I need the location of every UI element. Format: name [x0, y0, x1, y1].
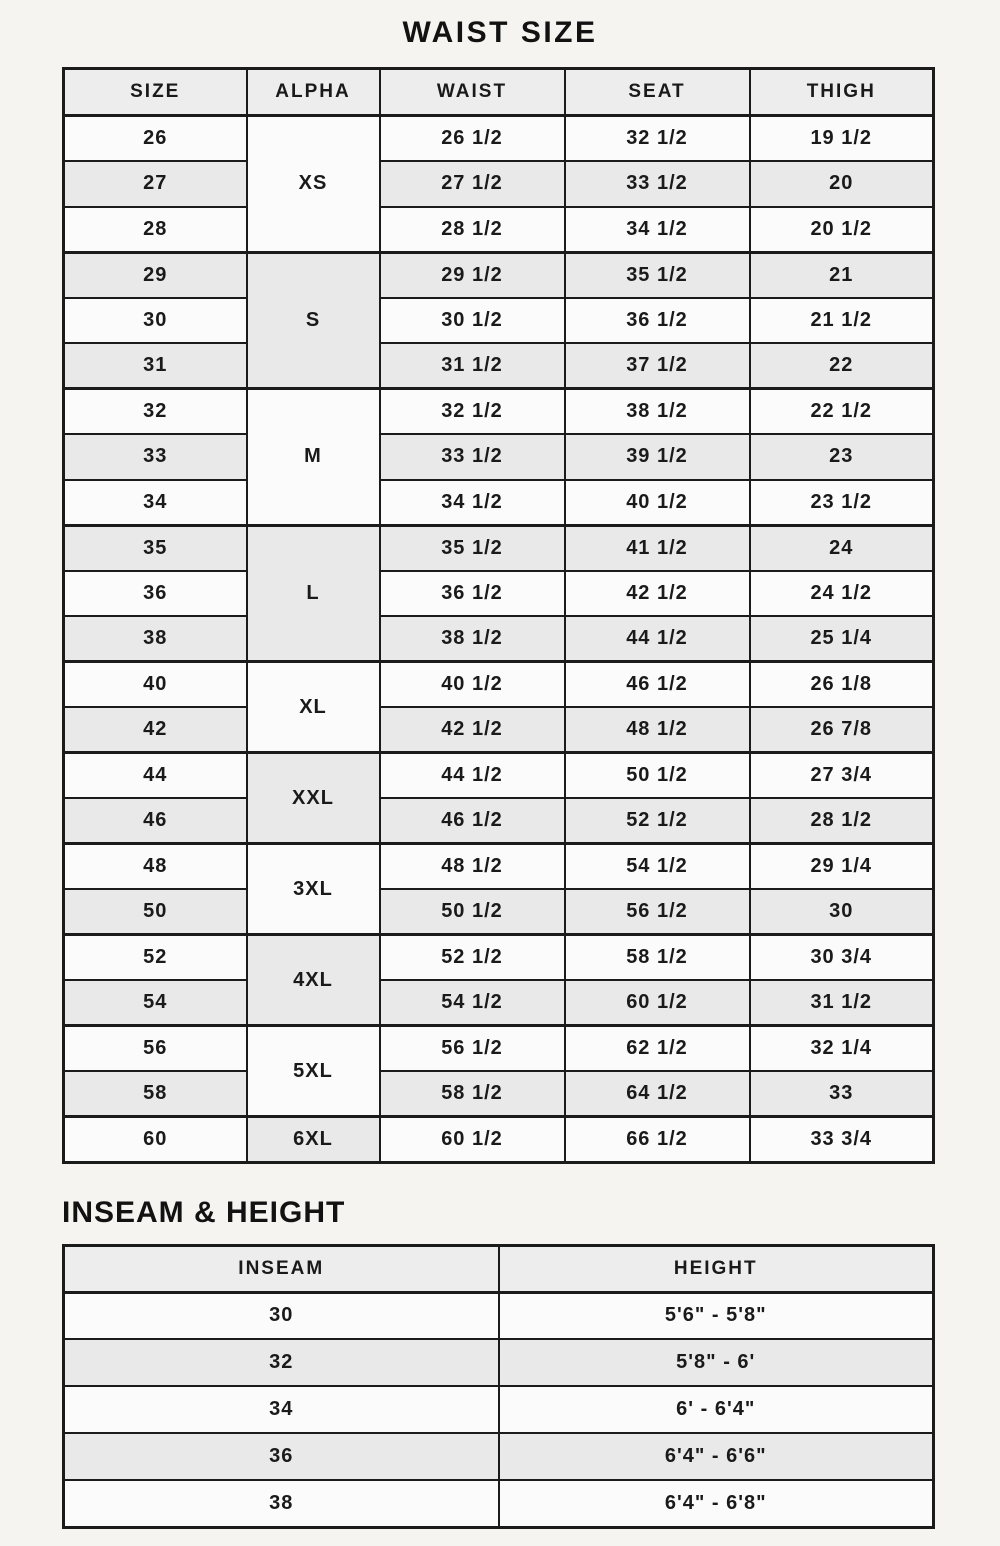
waist-cell: 50 1/2	[380, 889, 565, 935]
seat-cell: 33 1/2	[565, 161, 750, 207]
waist-cell: 26 1/2	[380, 116, 565, 162]
thigh-cell: 33	[750, 1071, 934, 1117]
alpha-cell: 6XL	[247, 1117, 380, 1163]
alpha-cell: 4XL	[247, 935, 380, 1026]
waist-table-row	[64, 252, 934, 298]
seat-cell: 34 1/2	[565, 207, 750, 253]
inseam-table-body	[64, 1292, 934, 1527]
size-cell: 34	[64, 480, 247, 526]
size-cell: 42	[64, 707, 247, 753]
waist-cell: 48 1/2	[380, 844, 565, 890]
seat-cell: 35 1/2	[565, 252, 750, 298]
height-cell: 5'8" - 6'	[499, 1339, 934, 1386]
thigh-cell: 24	[750, 525, 934, 571]
inseam-cell: 36	[64, 1433, 499, 1480]
waist-table-row	[64, 116, 934, 162]
size-cell: 32	[64, 389, 247, 435]
waist-table-row	[64, 798, 934, 844]
seat-cell: 56 1/2	[565, 889, 750, 935]
height-cell: 6'4" - 6'6"	[499, 1433, 934, 1480]
seat-cell: 58 1/2	[565, 935, 750, 981]
waist-table-row	[64, 298, 934, 344]
thigh-cell: 21 1/2	[750, 298, 934, 344]
height-cell: 5'6" - 5'8"	[499, 1292, 934, 1339]
size-cell: 52	[64, 935, 247, 981]
thigh-cell: 21	[750, 252, 934, 298]
thigh-cell: 23	[750, 434, 934, 480]
thigh-cell: 33 3/4	[750, 1117, 934, 1163]
seat-cell: 37 1/2	[565, 343, 750, 389]
waist-cell: 35 1/2	[380, 525, 565, 571]
thigh-column-header: THIGH	[750, 69, 934, 116]
size-cell: 38	[64, 616, 247, 662]
thigh-cell: 27 3/4	[750, 753, 934, 799]
inseam-table-row	[64, 1339, 934, 1386]
alpha-cell: 3XL	[247, 844, 380, 935]
waist-cell: 46 1/2	[380, 798, 565, 844]
size-cell: 54	[64, 980, 247, 1026]
thigh-cell: 24 1/2	[750, 571, 934, 617]
height-cell: 6' - 6'4"	[499, 1386, 934, 1433]
size-cell: 31	[64, 343, 247, 389]
size-cell: 44	[64, 753, 247, 799]
waist-table-row	[64, 161, 934, 207]
waist-table-row	[64, 935, 934, 981]
inseam-cell: 38	[64, 1480, 499, 1527]
waist-table-row	[64, 525, 934, 571]
seat-cell: 39 1/2	[565, 434, 750, 480]
alpha-cell: XS	[247, 116, 380, 253]
waist-table-row	[64, 571, 934, 617]
thigh-cell: 25 1/4	[750, 616, 934, 662]
alpha-cell: L	[247, 525, 380, 662]
waist-cell: 30 1/2	[380, 298, 565, 344]
size-cell: 40	[64, 662, 247, 708]
thigh-cell: 28 1/2	[750, 798, 934, 844]
waist-table-row	[64, 662, 934, 708]
inseam-cell: 30	[64, 1292, 499, 1339]
size-cell: 36	[64, 571, 247, 617]
seat-cell: 32 1/2	[565, 116, 750, 162]
waist-cell: 29 1/2	[380, 252, 565, 298]
inseam-height-title: INSEAM & HEIGHT	[62, 1195, 346, 1229]
size-cell: 50	[64, 889, 247, 935]
waist-table-header-row	[64, 69, 934, 116]
size-cell: 28	[64, 207, 247, 253]
waist-cell: 33 1/2	[380, 434, 565, 480]
thigh-cell: 30 3/4	[750, 935, 934, 981]
size-cell: 30	[64, 298, 247, 344]
size-cell: 33	[64, 434, 247, 480]
waist-table-row	[64, 753, 934, 799]
seat-column-header: SEAT	[565, 69, 750, 116]
waist-column-header: WAIST	[380, 69, 565, 116]
thigh-cell: 22	[750, 343, 934, 389]
size-cell: 26	[64, 116, 247, 162]
waist-table-row	[64, 1026, 934, 1072]
thigh-cell: 29 1/4	[750, 844, 934, 890]
inseam-cell: 34	[64, 1386, 499, 1433]
seat-cell: 64 1/2	[565, 1071, 750, 1117]
seat-cell: 60 1/2	[565, 980, 750, 1026]
waist-cell: 56 1/2	[380, 1026, 565, 1072]
thigh-cell: 26 1/8	[750, 662, 934, 708]
thigh-cell: 30	[750, 889, 934, 935]
size-cell: 48	[64, 844, 247, 890]
waist-table-row	[64, 480, 934, 526]
waist-cell: 32 1/2	[380, 389, 565, 435]
inseam-table-row	[64, 1480, 934, 1527]
waist-cell: 27 1/2	[380, 161, 565, 207]
size-cell: 56	[64, 1026, 247, 1072]
seat-cell: 62 1/2	[565, 1026, 750, 1072]
waist-cell: 42 1/2	[380, 707, 565, 753]
waist-cell: 58 1/2	[380, 1071, 565, 1117]
waist-table-row	[64, 1071, 934, 1117]
seat-cell: 66 1/2	[565, 1117, 750, 1163]
seat-cell: 38 1/2	[565, 389, 750, 435]
size-cell: 29	[64, 252, 247, 298]
alpha-cell: S	[247, 252, 380, 389]
size-cell: 58	[64, 1071, 247, 1117]
waist-table-row	[64, 389, 934, 435]
inseam-height-table	[62, 1244, 935, 1529]
thigh-cell: 19 1/2	[750, 116, 934, 162]
waist-cell: 54 1/2	[380, 980, 565, 1026]
waist-cell: 60 1/2	[380, 1117, 565, 1163]
seat-cell: 40 1/2	[565, 480, 750, 526]
inseam-table-row	[64, 1386, 934, 1433]
thigh-cell: 23 1/2	[750, 480, 934, 526]
size-cell: 46	[64, 798, 247, 844]
waist-table-row	[64, 434, 934, 480]
waist-cell: 36 1/2	[380, 571, 565, 617]
seat-cell: 46 1/2	[565, 662, 750, 708]
alpha-cell: XXL	[247, 753, 380, 844]
seat-cell: 48 1/2	[565, 707, 750, 753]
waist-cell: 52 1/2	[380, 935, 565, 981]
inseam-table-row	[64, 1292, 934, 1339]
size-column-header: SIZE	[64, 69, 247, 116]
waist-cell: 40 1/2	[380, 662, 565, 708]
waist-table-row	[64, 616, 934, 662]
waist-cell: 34 1/2	[380, 480, 565, 526]
inseam-table-row	[64, 1433, 934, 1480]
seat-cell: 41 1/2	[565, 525, 750, 571]
seat-cell: 52 1/2	[565, 798, 750, 844]
alpha-cell: M	[247, 389, 380, 526]
height-cell: 6'4" - 6'8"	[499, 1480, 934, 1527]
seat-cell: 42 1/2	[565, 571, 750, 617]
height-column-header: HEIGHT	[499, 1245, 934, 1292]
thigh-cell: 31 1/2	[750, 980, 934, 1026]
size-cell: 35	[64, 525, 247, 571]
waist-table-row	[64, 707, 934, 753]
waist-table-row	[64, 343, 934, 389]
thigh-cell: 32 1/4	[750, 1026, 934, 1072]
alpha-cell: XL	[247, 662, 380, 753]
seat-cell: 50 1/2	[565, 753, 750, 799]
waist-table-row	[64, 980, 934, 1026]
waist-cell: 38 1/2	[380, 616, 565, 662]
waist-table-row	[64, 1117, 934, 1163]
size-cell: 27	[64, 161, 247, 207]
waist-size-table	[62, 67, 935, 1164]
waist-table-row	[64, 889, 934, 935]
inseam-cell: 32	[64, 1339, 499, 1386]
waist-cell: 31 1/2	[380, 343, 565, 389]
waist-cell: 28 1/2	[380, 207, 565, 253]
seat-cell: 36 1/2	[565, 298, 750, 344]
waist-table-row	[64, 844, 934, 890]
waist-table-row	[64, 207, 934, 253]
seat-cell: 54 1/2	[565, 844, 750, 890]
alpha-column-header: ALPHA	[247, 69, 380, 116]
seat-cell: 44 1/2	[565, 616, 750, 662]
inseam-column-header: INSEAM	[64, 1245, 499, 1292]
thigh-cell: 26 7/8	[750, 707, 934, 753]
waist-table-body	[64, 116, 934, 1163]
waist-size-title: WAIST SIZE	[402, 16, 598, 49]
inseam-table-header-row	[64, 1245, 934, 1292]
thigh-cell: 22 1/2	[750, 389, 934, 435]
waist-cell: 44 1/2	[380, 753, 565, 799]
alpha-cell: 5XL	[247, 1026, 380, 1117]
thigh-cell: 20 1/2	[750, 207, 934, 253]
size-cell: 60	[64, 1117, 247, 1163]
thigh-cell: 20	[750, 161, 934, 207]
